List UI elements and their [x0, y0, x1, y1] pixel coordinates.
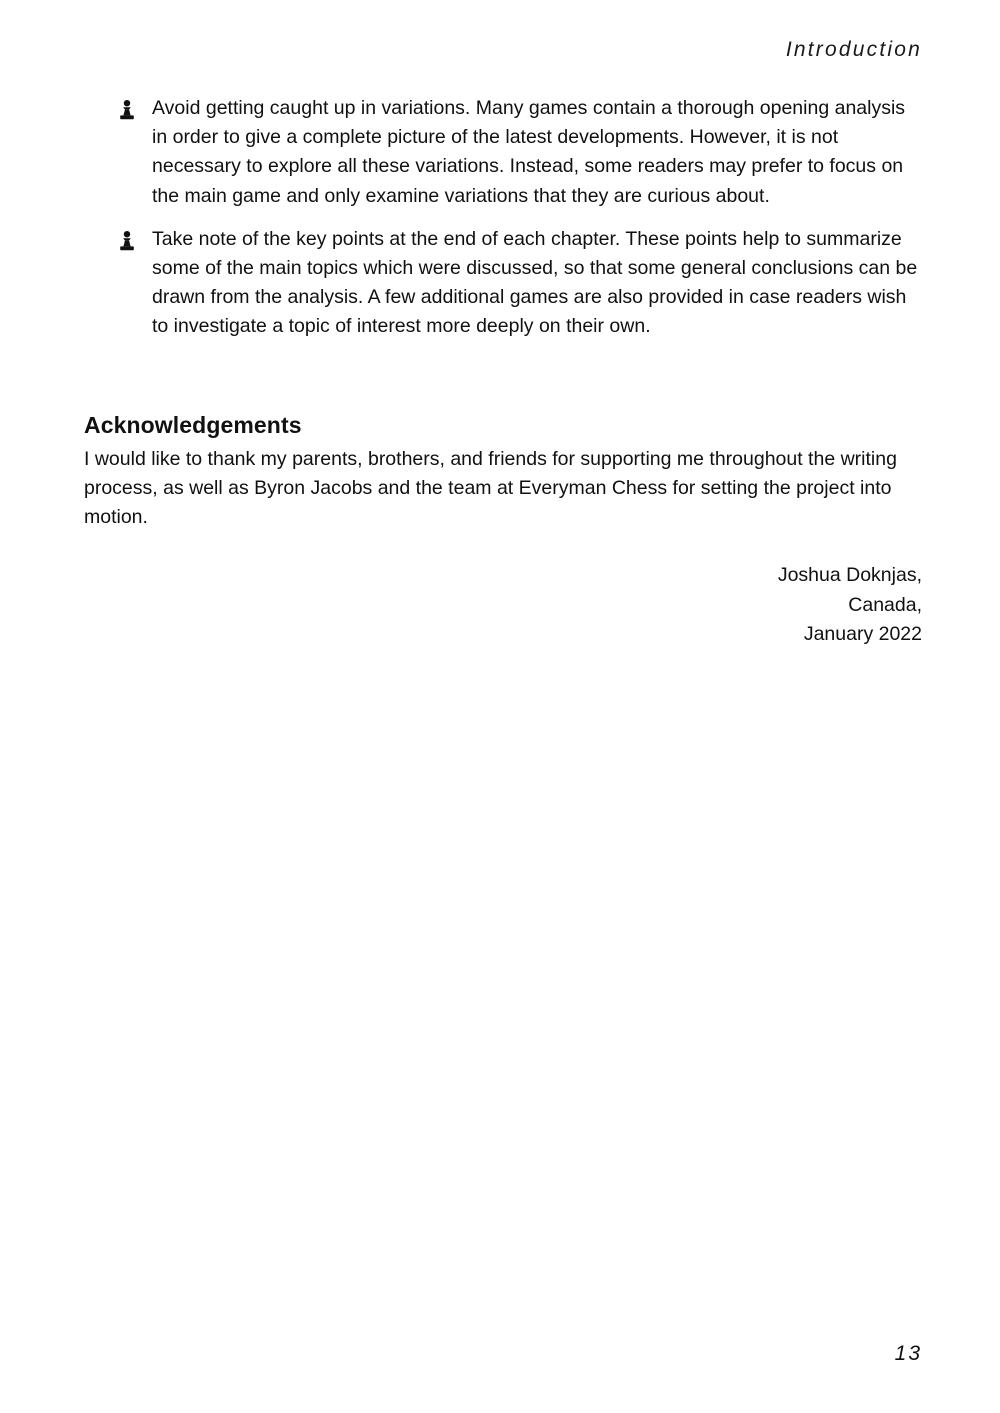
author-place: Canada, — [848, 593, 922, 616]
signature-block — [778, 561, 922, 650]
chess-pawn-icon — [116, 99, 138, 121]
page-number: 13 — [894, 1342, 922, 1365]
chess-pawn-icon — [116, 230, 138, 252]
list-item — [84, 94, 924, 211]
bullet-list — [84, 94, 924, 356]
author-name: Joshua Doknjas, — [777, 564, 922, 586]
bullet-text: Take note of the key points at the end of each chapter. These points help to summarize some of the main topics which were discussed, so that some general conclusions can be drawn from the analysis. A few additional games are also provided in case readers wish to investigate a topic of interest more deeply on their own. — [152, 227, 918, 338]
running-head: Introduction — [785, 38, 922, 61]
list-item — [84, 225, 924, 342]
bullet-text: Avoid getting caught up in variations. Many games contain a thorough opening analysis in order to give a complete picture of the latest developments. However, it is not necessary to explore all these variations. Instead, some readers may prefer to focus on the main game and only examine variations that they are curious about. — [152, 97, 906, 207]
signature-date: January 2022 — [803, 623, 922, 645]
section-heading: Acknowledgements — [84, 412, 302, 438]
acknowledgements-paragraph: I would like to thank my parents, brothers, and friends for supporting me throughout the writing process, as well as Byron Jacobs and the team at Everyman Chess for setting the project into motion. — [84, 448, 897, 529]
